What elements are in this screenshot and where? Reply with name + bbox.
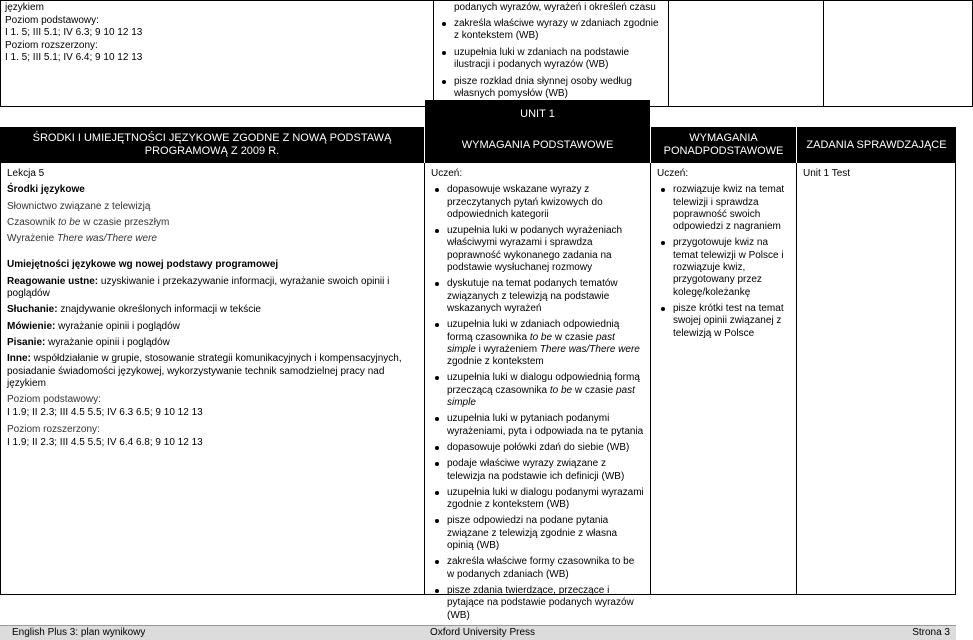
- skills-heading: Umiejętności językowe wg nowej podstawy programowej: [7, 259, 279, 271]
- basic-level-codes: I 1.9; II 2.3; III 4.5 5.5; IV 6.3 6.5; 9 10 12 13: [7, 407, 203, 419]
- list-item: uzupełnia luki w dialogu odpowiednią formą przeczącą czasownika to be w czasie past simple: [447, 372, 644, 409]
- srodki-heading: Środki językowe: [7, 184, 85, 196]
- extended-level-label: Poziom rozszerzony:: [7, 423, 100, 435]
- column-zadania: [796, 163, 956, 595]
- top-cell-requirements: [434, 1, 669, 107]
- list-item: przygotowuje kwiz na temat telewizji w Polsce i rozwiązuje kwiz, przygotowany przez kolegę/koleżankę: [673, 237, 790, 298]
- header-zadania: ZADANIA SPRAWDZAJĄCE: [797, 127, 956, 163]
- list-item: rozwiązuje kwiz na temat telewizji i sprawdza poprawność swoich odpowiedzi z nagraniem: [673, 184, 790, 233]
- top-cell-skills: [1, 1, 434, 107]
- test-reference: Unit 1 Test: [803, 168, 851, 179]
- list-item: dopasowuje wskazane wyrazy z przeczytanych pytań kwizowych do odpowiednich kategorii: [447, 184, 644, 221]
- uczen-label: Uczeń:: [657, 168, 689, 179]
- column-wymagania-podstawowe: [424, 163, 651, 621]
- top-line: językiem: [5, 2, 44, 13]
- advanced-requirements-list: [657, 184, 790, 340]
- top-bullet-list: [438, 18, 664, 101]
- basic-level-label: Poziom podstawowy:: [7, 394, 101, 406]
- basic-requirements-list: [431, 184, 644, 622]
- lesson-title: Lekcja 5: [7, 168, 45, 179]
- skill-sluchanie: Słuchanie: znajdywanie określonych informacji w tekście: [7, 304, 261, 316]
- header-srodki: ŚRODKI I UMIEJĘTNOŚCI JĘZYKOWE ZGODNE Z NOWĄ PODSTAWĄ PROGRAMOWĄ Z 2009 R.: [0, 127, 424, 163]
- top-cell-empty: [824, 1, 973, 107]
- list-item: pisze zdania twierdzące, przeczące i pytające na podstawie podanych wyrazów (WB): [447, 585, 644, 622]
- footer-title: English Plus 3: plan wynikowy: [12, 627, 146, 638]
- footer-publisher: Oxford University Press: [430, 627, 536, 638]
- header-wymagania-podstawowe: WYMAGANIA PODSTAWOWE: [425, 127, 650, 163]
- top-line: I 1. 5; III 5.1; IV 6.3; 9 10 12 13: [5, 27, 143, 38]
- list-item: zakreśla właściwe formy czasownika to be w podanych zdaniach (WB): [447, 556, 644, 581]
- expression-line: Wyrażenie There was/There were: [7, 233, 157, 245]
- skill-inne: Inne: współdziałanie w grupie, stosowanie strategii komunikacyjnych i kompensacyjnych, posiadanie świadomości językowej, wykorzystywanie technik samodzielnej pracy nad językiem: [7, 353, 402, 389]
- unit-banner: UNIT 1: [425, 100, 650, 127]
- page-footer: [0, 625, 956, 640]
- list-item: dopasowuje połówki zdań do siebie (WB): [447, 442, 644, 454]
- list-item: pisze rozkład dnia słynnej osoby według własnych pomysłów (WB): [454, 76, 664, 101]
- list-item: zakreśla właściwe wyrazy w zdaniach zgodnie z kontekstem (WB): [454, 18, 664, 43]
- vocab-line: Słownictwo związane z telewizją: [7, 200, 151, 212]
- footer-page-number: Strona 3: [912, 627, 950, 638]
- list-item: pisze odpowiedzi na podane pytania związane z telewizją zgodnie z własna opinią (WB): [447, 515, 644, 552]
- top-line: I 1. 5; III 5.1; IV 6.4; 9 10 12 13: [5, 52, 143, 63]
- list-item: uzupełnia luki w zdaniach odpowiednią formą czasownika to be w czasie past simple i wyrażeniem There was/There were zgodnie z kontekstem: [447, 319, 644, 368]
- list-item: uzupełnia luki w dialogu podanymi wyrazami zgodnie z kontekstem (WB): [447, 486, 644, 511]
- top-intro: podanych wyrazów, wyrażeń i określeń czasu: [454, 2, 656, 13]
- list-item: pisze krótki test na temat swojej opinii związanej z telewizją w Polsce: [673, 303, 790, 340]
- top-continuation-table: [0, 0, 973, 107]
- top-cell-empty: [669, 1, 824, 107]
- grammar-line: Czasownik to be w czasie przeszłym: [7, 216, 170, 228]
- top-line: Poziom podstawowy:: [5, 14, 99, 26]
- column-srodki: [0, 163, 425, 595]
- list-item: uzupełnia luki w pytaniach podanymi wyrażeniami, pyta i odpowiada na te pytania: [447, 413, 644, 437]
- list-item: podaje właściwe wyrazy związane z telewizja na podstawie ich definicji (WB): [447, 458, 644, 483]
- list-item: uzupełnia luki w podanych wyrażeniach właściwymi wyrazami i sprawdza poprawność wykonanego zadania na podstawie wysłuchanej rozmowy: [447, 225, 644, 274]
- skill-pisanie: Pisanie: wyrażanie opinii i poglądów: [7, 336, 170, 348]
- skill-reagowanie: Reagowanie ustne: uzyskiwanie i przekazywanie informacji, wyrażanie swoich opinii i poglądów: [7, 275, 390, 300]
- top-line: Poziom rozszerzony:: [5, 39, 98, 51]
- skill-mowienie: Mówienie: wyrażanie opinii i poglądów: [7, 320, 180, 332]
- list-item: uzupełnia luki w zdaniach na podstawie ilustracji i podanych wyrazów (WB): [454, 47, 664, 72]
- list-item: dyskutuje na temat podanych tematów związanych z telewizją na podstawie wskazanych wyrażeń: [447, 278, 644, 315]
- extended-level-codes: I 1.9; II 2.3; III 4.5 5.5; IV 6.4 6.8; 9 10 12 13: [7, 437, 203, 449]
- uczen-label: Uczeń:: [431, 168, 463, 179]
- column-wymagania-ponadpodstawowe: [650, 163, 797, 595]
- header-wymagania-ponadpodstawowe: WYMAGANIA PONADPODSTAWOWE: [651, 127, 796, 163]
